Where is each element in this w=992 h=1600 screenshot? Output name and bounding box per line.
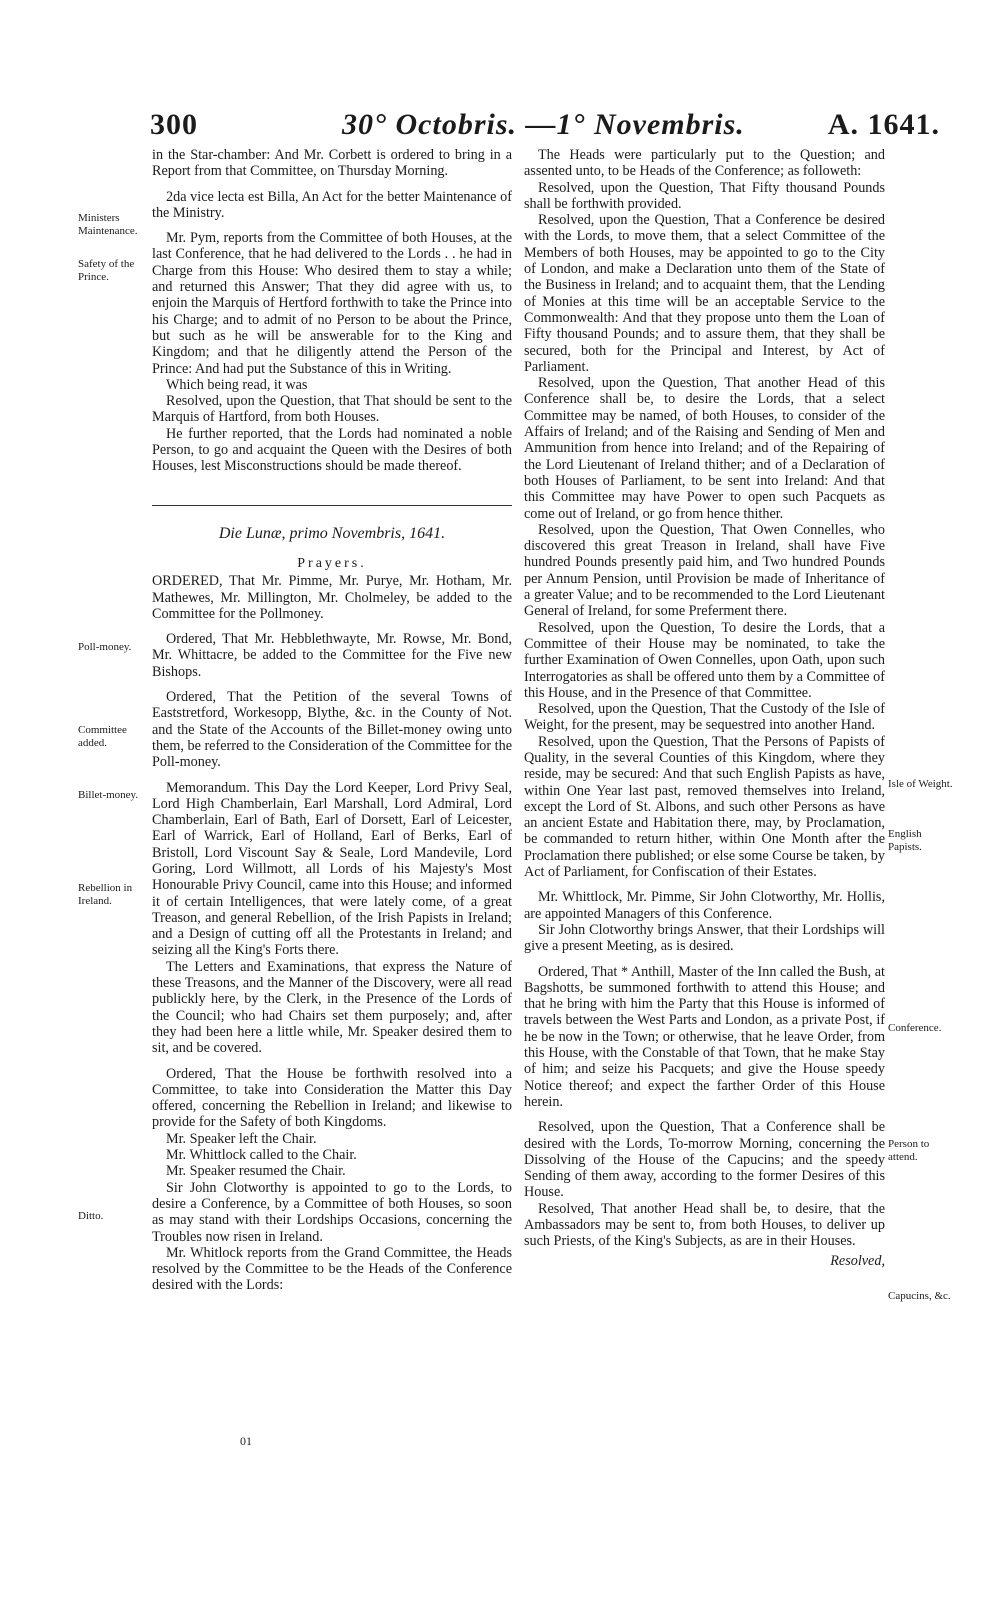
paragraph: Mr. Whittlock, Mr. Pimme, Sir John Clotworthy, Mr. Hollis, are appointed Managers of this Conference. [524, 889, 885, 922]
paragraph: The Letters and Examinations, that express the Nature of these Treasons, and the Manner of the Discovery, were all read publickly here, by the Clerk, in the Presence of the Lords of the Council; who had Chairs set them purposely; and, after they had been here a little while, Mr. Speaker desired them to sit, and be covered. [152, 958, 512, 1057]
header-date: 30° Octobris. —1° Novembris. [342, 108, 745, 141]
paragraph: Mr. Speaker resumed the Chair. [166, 1163, 346, 1180]
footer-mark: 01 [240, 1434, 252, 1448]
paragraph: Sir John Clotworthy brings Answer, that their Lordships will give a present Meeting, as is desired. [524, 921, 885, 955]
paragraph: Ordered, That Mr. Hebblethwayte, Mr. Rowse, Mr. Bond, Mr. Whittacre, be added to the Committee for the Five new Bishops. [152, 631, 512, 680]
paragraph: Ordered, That * Anthill, Master of the Inn called the Bush, at Bagshotts, be summoned forthwith to attend this House; and that he bring with him the Party that this House is informed of travels between the West Parts and London, as a private Post, if he be now in the Town; or otherwise, that he leave Order, from this House, with the Constable of that Town, that he make Stay of him; and seize his Pacquets; and give the House speedy Notice thereof; and expect the farther Order of this House herein. [524, 963, 885, 1110]
paragraph: Sir John Clotworthy is appointed to go to the Lords, to desire a Conference, by a Committee of both Houses, so soon as may stand with their Lordships Occasions, concerning the Troubles now risen in Ireland. [152, 1179, 512, 1245]
catchword: Resolved, [830, 1252, 885, 1269]
paragraph: Resolved, upon the Question, That another Head of this Conference shall be, to desire the Lords, that a select Committee may be named, of both Houses, to consider of the Affairs of Ireland; and of the Raising and Sending of Men and Ammunition from hence into Ireland; and of the Repairing of the Lord Lieutenant of Ireland thither; and of a Declaration of both Houses of Parliament, to be sent into Ireland: And that this Committee may have Power to open such Pacquets as come out of Ireland, or go from hence thither. [524, 375, 885, 522]
paragraph: Resolved, That another Head shall be, to desire, that the Ambassadors may be sent to, from both Houses, to deliver up such Priests, of the King's Subjects, as are in their Houses. [524, 1200, 885, 1250]
paragraph: Mr. Whitlock reports from the Grand Committee, the Heads resolved by the Committee to be the Heads of the Conference desired with the Lords: [152, 1244, 512, 1294]
page-number: 300 [150, 108, 198, 141]
margin-note-isle-of-weight: Isle of Weight. [888, 778, 953, 790]
paragraph: Resolved, upon the Question, That Owen Connelles, who discovered this great Treason in Ireland, shall have Five hundred Pounds presently paid him, and Two hundred Pounds per Annum Pension, until Provision be made of Inheritance of a greater Value; and to be recommended to the Lord Lieutenant General of Ireland, for some Preferment there. [524, 521, 885, 620]
right-column [524, 147, 885, 1269]
paragraph: Mr. Speaker left the Chair. [166, 1130, 317, 1147]
paragraph: Resolved, upon the Question, That the Custody of the Isle of Weight, for the present, may be sequestred into another Hand. [524, 701, 885, 734]
margin-note-ditto: Ditto. [78, 1210, 104, 1222]
paragraph: Mr. Pym, reports from the Committee of both Houses, at the last Conference, that he had delivered to the Lords . . he had in Charge from this House: Who desired them to stay a while; and returned this Answer; That they did agree with us, to enjoin the Marquis of Hertford forthwith to take the Prince into his Charge; and to admit of no Person to be about the Prince, but such as he will be answerable for to the King and Kingdom; and that he diligently attend the Person of the Prince: And had put the Substance of this in Writing. [152, 230, 512, 377]
header-year: A. 1641. [827, 108, 940, 141]
paragraph: He further reported, that the Lords had nominated a noble Person, to go and acquaint the Queen with the Desires of both Houses, lest Misconstructions should be made thereof. [152, 425, 512, 475]
paragraph: ORDERED, That Mr. Pimme, Mr. Purye, Mr. Hotham, Mr. Mathewes, Mr. Millington, Mr. Cholmeley, be added to the Committee for the Pollmoney. [152, 573, 512, 622]
margin-note-safety: Safety of the Prince. [78, 258, 135, 283]
paragraph: Resolved, upon the Question, That Fifty thousand Pounds shall be forthwith provided. [524, 179, 885, 212]
paragraph: Ordered, That the Petition of the several Towns of Eaststretford, Workesopp, Blythe, &c. in the County of Not. and the State of the Accounts of the Billet-money owing unto them, be referred to the Consideration of the Committee for the Poll-money. [152, 689, 512, 771]
day-heading: Die Lunæ, primo Novembris, 1641. [218, 524, 446, 542]
paragraph: 2da vice lecta est Billa, An Act for the better Maintenance of the Ministry. [152, 188, 512, 221]
paragraph: Resolved, upon the Question, That the Persons of Papists of Quality, in the several Counties of this Kingdom, where they reside, may be secured: And that such English Papists as have, within One Year last past, removed themselves into Ireland, except the Lord of St. Albons, and such other Persons as have an ancient Estate and Habitation there, may, by Proclamation, be commanded to return hither, within One Month after the Proclamation there published; or else some Course be taken, by Act of Parliament, for Confiscation of their Estates. [524, 733, 885, 881]
paragraph: in the Star-chamber: And Mr. Corbett is ordered to bring in a Report from that Committee, on Thursday Morning. [152, 147, 512, 180]
section-divider [152, 505, 512, 506]
margin-note-person-to-attend: Person to attend. [888, 1138, 930, 1163]
paragraph: Resolved, upon the Question, That a Conference shall be desired with the Lords, To-morrow Morning, concerning the Dissolving of the House of the Capucins; and the speedy Sending of them away, according to the former Desires of this House. [524, 1119, 885, 1201]
margin-note-committee-added: Committee added. [78, 724, 127, 749]
paragraph: Which being read, it was [166, 376, 308, 393]
paragraph: The Heads were particularly put to the Question; and assented unto, to be Heads of the Conference; as followeth: [524, 147, 885, 180]
margin-note-rebellion: Rebellion in Ireland. [78, 882, 133, 907]
paragraph: Ordered, That the House be forthwith resolved into a Committee, to take into Consideration the Matter this Day offered, concerning the Rebellion in Ireland; and likewise to provide for the Safety of both Kingdoms. [152, 1065, 512, 1131]
paragraph: Mr. Whittlock called to the Chair. [166, 1147, 357, 1164]
left-column [152, 147, 512, 1294]
margin-note-capucins: Capucins, &c. [888, 1290, 951, 1302]
page-header [150, 108, 940, 148]
paragraph: Resolved, upon the Question, That a Conference be desired with the Lords, to move them, that a select Committee of the Members of both Houses, may be appointed to go to the City of London, and make a Declaration unto them of the State of the Business in Ireland; and to acquaint them, that the Lending of Monies at this time will be an acceptable Service to the Commonwealth: And that they propose unto them the Loan of Fifty thousand Pounds; and to assure them, that they shall be secured, both for the Principal and Interest, by Act of Parliament. [524, 212, 885, 375]
paragraph: Memorandum. This Day the Lord Keeper, Lord Privy Seal, Lord High Chamberlain, Earl Marshall, Lord Admiral, Lord Chamberlain, Earl of Bath, Earl of Dorsett, Earl of Leicester, Earl of Warrick, Earl of Holland, Earl of Berks, Earl of Bristoll, Lord Viscount Say & Seale, Lord Mandevile, Lord Goring, Lord Willmott, all Lords of his Majesty's Most Honourable Privy Council, came into this House; and informed it of certain Intelligences, that were lately come, of a great Treason, and general Rebellion, of the Irish Papists in Ireland; and a Design of cutting off all the Protestants in Ireland; and seizing all the King's Forts there. [152, 779, 512, 959]
prayers-heading: Prayers. [297, 555, 367, 571]
margin-note-conference: Conference. [888, 1022, 942, 1034]
margin-note-poll-money: Poll-money. [78, 641, 132, 653]
margin-note-english-papists: English Papists. [888, 828, 922, 853]
margin-note-ministers: Ministers Maintenance. [78, 212, 138, 237]
margin-note-billet-money: Billet-money. [78, 789, 139, 801]
paragraph: Resolved, upon the Question, To desire the Lords, that a Committee of their House may be nominated, to take the further Examination of Owen Connelles, upon Oath, upon such Interrogatories as shall be offered unto them by a Committee of this House, and in the Presence of that Committee. [524, 619, 885, 701]
paragraph: Resolved, upon the Question, that That should be sent to the Marquis of Hartford, from both Houses. [152, 393, 512, 426]
